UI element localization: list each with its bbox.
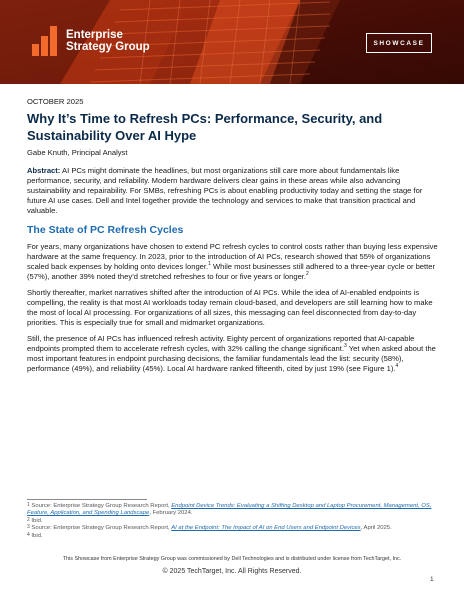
logo-bars-icon: [32, 26, 60, 56]
footnote-3: [27, 525, 439, 532]
footnote-3-number: 3: [27, 524, 30, 531]
footnote-2-text: Ibid.: [29, 517, 43, 524]
section-heading: The State of PC Refresh Cycles: [27, 224, 184, 236]
footnote-1: [27, 503, 439, 518]
footnote-1-link[interactable]: Endpoint Device Trends: Evaluating a Shifting Desktop and Laptop Procurement, Management, OS, Feature, Application, and Spending Landscape: [27, 503, 432, 517]
footnote-ref-1[interactable]: 1: [208, 261, 211, 267]
paragraph-1-text-b: While most businesses still adhered to a three-year cycle or better (57%), another 39% noted they’d stretched refreshes to four or five years or longer.: [27, 262, 436, 281]
footnote-2-number: 2: [27, 516, 30, 523]
brand-logo: [32, 26, 150, 56]
brand-name-line1: Enterprise: [66, 29, 123, 41]
footnote-3-suffix: , April 2025.: [360, 525, 392, 532]
page-title: Why It’s Time to Refresh PCs: Performance, Security, and Sustainability Over AI Hype: [27, 111, 383, 143]
paragraph-1: [27, 242, 439, 282]
footnote-4-number: 4: [27, 531, 30, 538]
footnote-4: [27, 533, 439, 540]
abstract-text: AI PCs might dominate the headlines, but most organizations still care more about fundamentals like performance, security, and reliability. Modern hardware delivers clear gains in these areas while also advancing sustainability and repairability. For SMBs, refreshing PCs is about enabling productivity today and setting the stage for future AI use cases. Dell and Intel together provide the technology and services to make that transition practical and valuable.: [27, 166, 423, 215]
paragraph-3: [27, 334, 439, 374]
footnote-1-prefix: Source: Enterprise Strategy Group Research Report,: [29, 503, 172, 509]
paragraph-2: Shortly thereafter, market narratives shifted after the introduction of AI PCs. While the idea of AI-enabled endpoints is compelling, the reality is that most AI workloads today remain cloud-based, and developers are still learning how to make the most of local AI processing. For organizations of all sizes, this messaging can feel disconnected from day-to-day priorities. This is especially true for small and midmarket organizations.: [27, 288, 433, 327]
abstract-paragraph: [27, 166, 439, 216]
header-banner: [0, 0, 464, 84]
article-body: [27, 97, 439, 380]
footnote-3-prefix: Source: Enterprise Strategy Group Research Report,: [29, 525, 172, 532]
footnote-4-text: Ibid.: [29, 532, 43, 539]
author-byline: Gabe Knuth, Principal Analyst: [27, 148, 128, 157]
footnote-ref-3[interactable]: 3: [344, 343, 347, 349]
paragraph-1-text-a: For years, many organizations have chosen to extend PC refresh cycles to control costs rather than buying less expensive hardware at the same frequency. In 2023, prior to the introduction of AI PCs, research showed that 55% of organizations scaled back expenses by holding onto devices longer.: [27, 242, 438, 271]
license-disclaimer: This Showcase from Enterprise Strategy Group was commissioned by Dell Technologies and is distributed under license from TechTarget, Inc.: [62, 556, 402, 562]
paragraph-3-text-a: Still, the presence of AI PCs has influenced refresh activity. Eighty percent of organizations reported that AI-capable endpoints prompted them to accelerate refresh cycles, with 32% calling the change significant.: [27, 334, 415, 353]
showcase-badge: SHOWCASE: [366, 33, 432, 53]
publication-date: OCTOBER 2025: [27, 97, 84, 106]
paragraph-3-text-b: Yet when asked about the most important features in endpoint purchasing decisions, the familiar fundamentals lead the list: security (58%), performance (49%), and reliability (45%). Local AI hardware ranked fifteenth, cited by just 19% (see Figure 1).: [27, 344, 436, 373]
footnote-1-suffix: , February 2024.: [149, 510, 193, 517]
footnote-ref-4[interactable]: 4: [395, 363, 399, 369]
brand-name-line2: Strategy Group: [66, 41, 150, 53]
footnote-1-number: 1: [27, 502, 30, 508]
footnote-ref-2[interactable]: 2: [306, 271, 309, 277]
copyright-notice: © 2025 TechTarget, Inc. All Rights Reserved.: [162, 568, 302, 575]
footnotes: [27, 499, 439, 540]
page-number: 1: [430, 576, 434, 583]
footnote-divider: [27, 499, 147, 500]
abstract-label: Abstract:: [27, 166, 61, 175]
footnote-3-link[interactable]: AI at the Endpoint: The Impact of AI on End Users and Endpoint Devices: [171, 525, 361, 532]
